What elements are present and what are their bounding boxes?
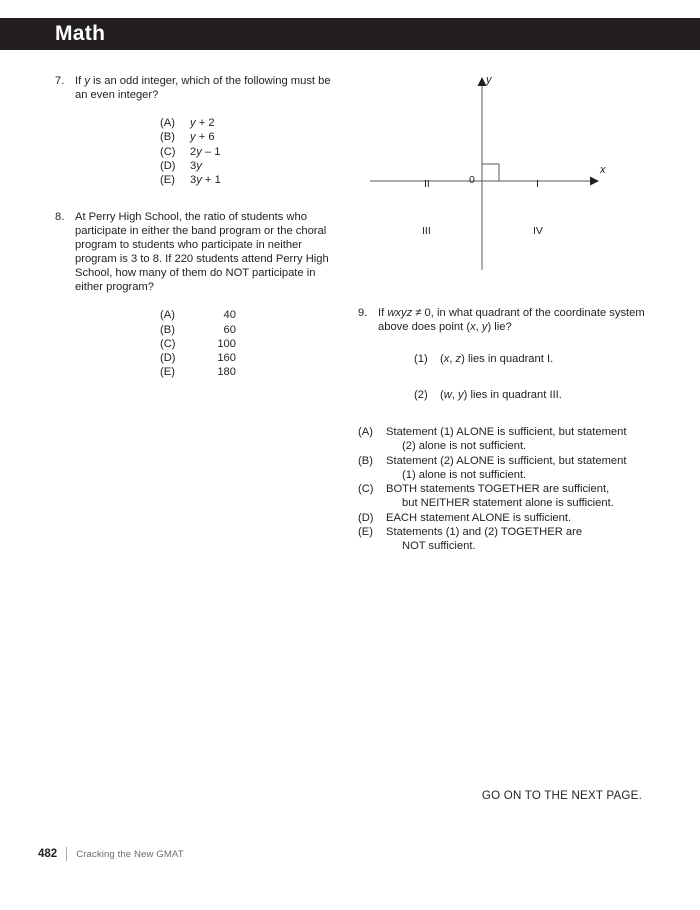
choice-letter: (B) xyxy=(358,454,373,467)
choice-row[interactable] xyxy=(160,323,345,337)
choice-value: 160 xyxy=(217,352,236,365)
question-9-choices xyxy=(358,425,658,554)
statement-row xyxy=(414,388,650,402)
coordinate-plane-figure xyxy=(358,68,650,283)
quadrant-label-2: II xyxy=(424,178,430,190)
question-7-choices xyxy=(160,116,345,187)
choice-row[interactable] xyxy=(160,337,345,351)
question-8 xyxy=(55,210,345,380)
page-title: Math xyxy=(55,22,106,45)
choice-value: 3y xyxy=(190,160,202,173)
choice-line-1: EACH statement ALONE is sufficient. xyxy=(386,511,572,524)
choice-row[interactable] xyxy=(358,425,658,454)
page-footer xyxy=(38,846,184,862)
choice-letter: (D) xyxy=(160,352,176,365)
choice-row[interactable] xyxy=(160,159,345,173)
statement-number: (1) xyxy=(414,353,428,366)
question-7-text: If y is an odd integer, which of the following must be an even integer? xyxy=(75,75,331,102)
choice-letter: (E) xyxy=(160,174,175,187)
choice-text xyxy=(386,482,658,511)
question-7-number: 7. xyxy=(55,75,65,87)
choice-letter: (E) xyxy=(160,366,175,379)
question-9 xyxy=(358,306,650,424)
choice-value: y + 6 xyxy=(190,131,215,144)
choice-letter: (C) xyxy=(358,483,374,496)
choice-line-2: NOT sufficient. xyxy=(402,540,476,553)
choice-row[interactable] xyxy=(358,482,658,511)
choice-row[interactable] xyxy=(160,116,345,130)
page-number: 482 xyxy=(38,848,58,860)
choice-letter: (C) xyxy=(160,145,176,158)
choice-letter: (D) xyxy=(160,160,176,173)
statement-row xyxy=(414,352,650,366)
choice-letter: (C) xyxy=(160,337,176,350)
choice-letter: (D) xyxy=(358,511,374,524)
choice-line-2: (1) alone is not sufficient. xyxy=(402,468,527,481)
question-9-body xyxy=(358,306,650,334)
choice-line-1: Statements (1) and (2) TOGETHER are xyxy=(386,526,583,539)
question-8-text: At Perry High School, the ratio of students who participate in either the band program or the choral program to students who participate in neither program is 3 to 8. If 220 students attend Perry High School, how many of them do NOT participate in either program? xyxy=(75,210,329,294)
choice-line-1: Statement (2) ALONE is sufficient, but statement xyxy=(386,454,627,467)
choice-line-2: but NEITHER statement alone is sufficient. xyxy=(402,497,614,510)
statement-number: (2) xyxy=(414,389,428,402)
footer-divider xyxy=(66,847,67,861)
statement-text: (w, y) lies in quadrant III. xyxy=(440,389,562,402)
question-9-statements xyxy=(414,352,650,402)
book-title: Cracking the New GMAT xyxy=(76,848,184,860)
question-7 xyxy=(55,74,345,188)
statement-text: (x, z) lies in quadrant I. xyxy=(440,353,554,366)
choice-value: 40 xyxy=(223,309,236,322)
choice-row[interactable] xyxy=(160,365,345,379)
question-9-text: If wxyz ≠ 0, in what quadrant of the coordinate system above does point (x, y) lie? xyxy=(378,307,645,334)
quadrant-label-4: IV xyxy=(533,225,543,237)
choice-row[interactable] xyxy=(358,454,658,483)
choice-value: 3y + 1 xyxy=(190,174,221,187)
choice-row[interactable] xyxy=(358,511,658,525)
coordinate-axes-svg xyxy=(358,68,650,283)
question-9-number: 9. xyxy=(358,307,368,319)
question-7-body xyxy=(55,74,345,102)
choice-value: 2y – 1 xyxy=(190,145,221,158)
choice-value: y + 2 xyxy=(190,117,215,130)
choice-letter: (A) xyxy=(358,426,373,438)
question-8-body xyxy=(55,210,345,295)
y-axis-label: y xyxy=(486,74,492,86)
choice-text xyxy=(386,425,658,454)
choice-row[interactable] xyxy=(160,173,345,187)
choice-letter: (B) xyxy=(160,131,175,144)
choice-row[interactable] xyxy=(160,145,345,159)
choice-line-1: BOTH statements TOGETHER are sufficient, xyxy=(386,483,610,496)
choice-value: 180 xyxy=(217,366,236,379)
choice-letter: (E) xyxy=(358,526,373,539)
choice-row[interactable] xyxy=(358,525,658,554)
choice-text xyxy=(386,525,658,554)
origin-label: 0 xyxy=(469,174,475,186)
choice-text xyxy=(386,454,658,483)
left-column xyxy=(55,74,345,380)
choice-letter: (A) xyxy=(160,309,175,322)
go-on-notice: GO ON TO THE NEXT PAGE. xyxy=(481,789,642,802)
choice-letter: (B) xyxy=(160,323,175,336)
x-axis-label: x xyxy=(600,164,606,176)
choice-value: 100 xyxy=(217,337,236,350)
choice-row[interactable] xyxy=(160,130,345,144)
quadrant-label-3: III xyxy=(422,225,431,237)
choice-row[interactable] xyxy=(160,308,345,322)
question-8-number: 8. xyxy=(55,210,65,223)
choice-value: 60 xyxy=(223,323,236,336)
choice-letter: (A) xyxy=(160,117,175,130)
choice-line-2: (2) alone is not sufficient. xyxy=(402,440,527,453)
choice-line-1: Statement (1) ALONE is sufficient, but statement xyxy=(386,426,627,438)
question-8-choices xyxy=(160,308,345,379)
choice-row[interactable] xyxy=(160,351,345,365)
quadrant-label-1: I xyxy=(536,178,539,190)
choice-text xyxy=(386,511,658,525)
